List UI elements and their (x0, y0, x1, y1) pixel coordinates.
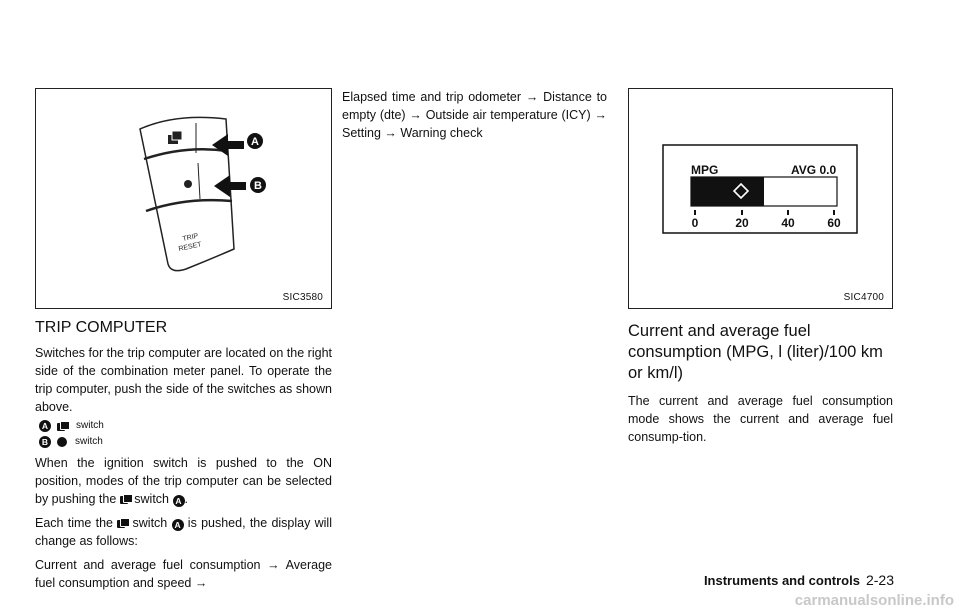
label-a-icon: A (39, 420, 51, 432)
paragraph-3-text: Each time the (35, 516, 113, 530)
page-footer (704, 572, 894, 588)
paragraph-3-post: is pushed, the display will change as follows: (35, 516, 332, 548)
paragraph-3-switch: switch (132, 516, 168, 530)
switch-b-line (39, 434, 332, 450)
label-a-icon: A (172, 519, 184, 531)
mode-sequence: Elapsed time and trip odometer → Distance to empty (dte) → Outside air temperature (ICY) → Setting → Warning check (342, 90, 607, 140)
switch-a-text: switch (76, 420, 104, 431)
paragraph-2-switch: switch (134, 492, 170, 506)
middle-column (342, 88, 607, 142)
label-a-icon: A (173, 495, 185, 507)
label-b-icon: B (39, 436, 51, 448)
paragraph-2 (35, 454, 332, 508)
display-left-label: MPG (691, 163, 719, 177)
fuel-display-illustration (629, 89, 891, 289)
paragraph-2-end: . (184, 492, 188, 506)
watermark: carmanualsonline.info (794, 592, 954, 609)
steering-switch-illustration (36, 89, 330, 289)
scale-20: 20 (735, 216, 749, 230)
figure-code: SIC4700 (843, 292, 884, 303)
paragraph-2-text: When the ignition switch is pushed to the ON position, modes of the trip computer can be selected by pushing the (35, 456, 332, 506)
scale-60: 60 (827, 216, 841, 230)
left-column (35, 318, 332, 592)
label-a: A (251, 136, 259, 148)
svg-text:RESET: RESET (177, 241, 203, 253)
section-heading: TRIP COMPUTER (35, 319, 168, 336)
footer-section: Instruments and controls (703, 573, 860, 588)
dot-switch-icon (57, 437, 67, 447)
paragraph-3 (35, 514, 332, 550)
display-right-label: AVG 0.0 (791, 163, 837, 177)
square-switch-icon (57, 421, 68, 431)
display-figure (628, 88, 893, 309)
switch-figure (35, 88, 332, 309)
subsection-heading: Current and average fuel consumption (MPG, l (liter)/100 km or km/l) (628, 322, 883, 382)
square-switch-icon (117, 518, 128, 528)
page-number: 2-23 (865, 572, 894, 588)
intro-paragraph: Switches for the trip computer are located on the right side of the combination meter panel. To operate the trip computer, push the side of the switches as shown above. (35, 346, 332, 414)
right-column (628, 321, 893, 446)
square-switch-icon (120, 494, 131, 504)
fill-bar (691, 177, 764, 206)
subsection-body: The current and average fuel consumption mode shows the current and average fuel consump-tion. (628, 394, 893, 444)
paragraph-4: Current and average fuel consumption → Average fuel consumption and speed → (35, 558, 332, 590)
scale-0: 0 (691, 216, 699, 230)
scale-40: 40 (781, 216, 795, 230)
figure-code: SIC3580 (282, 292, 323, 303)
label-b: B (254, 180, 262, 192)
svg-text:TRIP: TRIP (181, 232, 200, 243)
switch-b-text: switch (75, 436, 103, 447)
switch-a-line (39, 418, 332, 434)
